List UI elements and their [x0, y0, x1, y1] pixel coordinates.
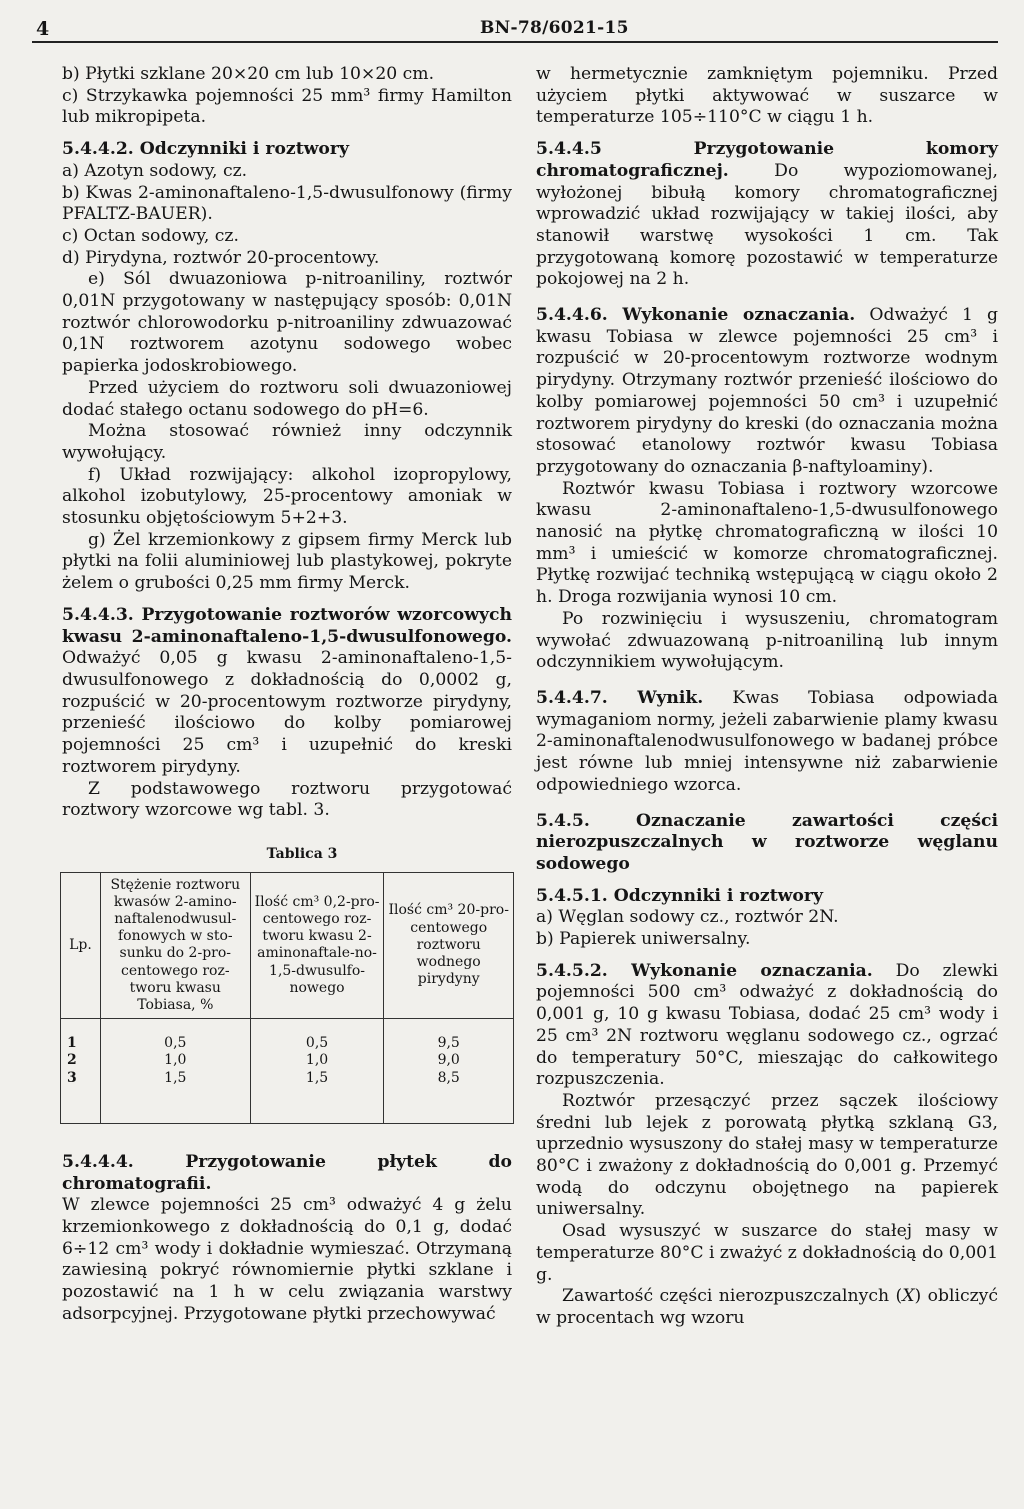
paragraph: Roztwór kwasu Tobiasa i roztwory wzorcowe kwasu 2-aminonaftaleno-1,5-dwusulfonowego nanosić na płytkę chromatograficzną w ilości 10 mm³ i umieścić w komorze chromatograficznej. Płytkę rozwijać techniką wstępującą w ciągu około 2 h. Droga rozwijania wynosi 10 cm.	[536, 478, 998, 608]
page-number: 4	[36, 18, 50, 40]
table-cell: 2	[61, 1052, 101, 1069]
paragraph: Przed użyciem do roztworu soli dwuazoniowej dodać stałego octanu sodowego do pH=6.	[62, 377, 512, 420]
section-heading: 5.4.4.3. Przygotowanie roztworów wzorcowych kwasu 2-aminonaftaleno-1,5-dwusulfonowego.	[62, 604, 512, 647]
table-cell: 3	[61, 1070, 101, 1124]
table-cell: 0,5	[250, 1019, 384, 1053]
paragraph: d) Pirydyna, roztwór 20-procentowy.	[62, 247, 380, 268]
header-rule	[32, 41, 998, 43]
paragraph: c) Octan sodowy, cz.	[62, 225, 239, 246]
paragraph	[536, 1286, 998, 1329]
paragraph-text: Do zlewki pojemności 500 cm³ odważyć z dokładnością do 0,001 g, 10 g kwasu Tobiasa, dodać 25 cm³ wody i 25 cm³ 2N roztworu węglanu sodowego cz., ogrzać do temperatury 50°C, mieszając do całkowitego rozpuszczenia.	[536, 960, 998, 1090]
table-cell: 1,0	[100, 1052, 250, 1069]
paragraph: g) Żel krzemionkowy z gipsem firmy Merck lub płytki na folii aluminiowej lub plastykowej, pokryte żelem o grubości 0,25 mm firmy Merck.	[62, 529, 512, 594]
right-column	[536, 64, 998, 1330]
paragraph: a) Azotyn sodowy, cz.	[62, 160, 248, 181]
table-3	[60, 872, 514, 1124]
paragraph-text: Do wypoziomowanej, wyłożonej bibułą komory chromatograficznej wprowadzić układ rozwijający w takiej ilości, aby stanowił warstwę wysokości 1 cm. Tak przygotowaną komorę pozostawić w temperaturze pokojowej na 2 h.	[536, 160, 998, 290]
table-cell: 1	[61, 1019, 101, 1053]
section-heading: 5.4.5.2. Wykonanie oznaczania.	[536, 960, 873, 981]
table-row	[61, 1019, 514, 1053]
paragraph: b) Płytki szklane 20×20 cm lub 10×20 cm.	[62, 64, 435, 84]
paragraph: Z podstawowego roztworu przygotować roztwory wzorcowe wg tabl. 3.	[62, 778, 512, 821]
document-code: BN-78/6021-15	[480, 18, 629, 38]
formula-variable: X	[902, 1286, 915, 1307]
paragraph	[536, 305, 998, 479]
table-cell: 8,5	[384, 1070, 514, 1124]
paragraph: Można stosować również inny odczynnik wywołujący.	[62, 421, 512, 463]
table-header-cell: Lp.	[61, 872, 101, 1019]
table-cell: 1,5	[250, 1070, 384, 1124]
paragraph	[536, 688, 998, 797]
paragraph: b) Kwas 2-aminonaftaleno-1,5-dwusulfonowy (firmy PFALTZ-BAUER).	[62, 182, 512, 225]
table-cell: 9,0	[384, 1052, 514, 1069]
left-column	[62, 64, 512, 1325]
table-row	[61, 1070, 514, 1124]
paragraph	[62, 605, 512, 779]
table-cell: 9,5	[384, 1019, 514, 1053]
section-heading: 5.4.4.4. Przygotowanie płytek do chromatografii.	[62, 1151, 512, 1194]
table-cell: 1,5	[100, 1070, 250, 1124]
table-cell: 0,5	[100, 1019, 250, 1053]
table-caption: Tablica 3	[266, 845, 338, 862]
table-header-cell: Ilość cm³ 20-pro-centowego roztworu wodnego pirydyny	[384, 872, 514, 1019]
table-row	[61, 1052, 514, 1069]
paragraph-text: Odważyć 1 g kwasu Tobiasa w zlewce pojemności 25 cm³ i rozpuścić w 20-procentowym roztworze wodnym pirydyny. Otrzymany roztwór przenieść ilościowo do kolby pomiarowej pojemności 50 cm³ i uzupełnić roztworem pirydyny do kreski (do oznaczania można stosować etanolowy roztwór kwasu Tobiasa przygotowany do oznaczania β-naftyloaminy).	[536, 305, 999, 477]
table-header-cell: Ilość cm³ 0,2-pro-centowego roz-tworu kwasu 2-aminonaftale-no-1,5-dwusulfo-nowego	[250, 872, 384, 1019]
paragraph-text: Kwas Tobiasa odpowiada wymaganiom normy, jeżeli zabarwienie plamy kwasu 2-aminonaftalenodwusulfonowego w badanej próbce jest równe lub mniej intensywne niż zabarwienie odpowiedniego wzorca.	[536, 687, 998, 795]
paragraph: w hermetycznie zamkniętym pojemniku. Przed użyciem płytki aktywować w suszarce w temperaturze 105÷110°C w ciągu 1 h.	[536, 64, 998, 128]
table-cell: 1,0	[250, 1052, 384, 1069]
section-heading: 5.4.4.6. Wykonanie oznaczania.	[536, 305, 856, 326]
section-heading: 5.4.5.1. Odczynniki i roztwory	[536, 885, 823, 906]
paragraph: f) Układ rozwijający: alkohol izopropylowy, alkohol izobutylowy, 25-procentowy amoniak w stosunku objętościowym 5+2+3.	[62, 464, 512, 529]
paragraph-text: Zawartość części nierozpuszczalnych (	[562, 1286, 903, 1307]
paragraph: Osad wysuszyć w suszarce do stałej masy w temperaturze 80°C i zważyć z dokładnością do 0,001 g.	[536, 1221, 998, 1285]
paragraph: Po rozwinięciu i wysuszeniu, chromatogram wywołać zdwuazowaną p-nitroaniliną lub innym odczynnikiem wywołującym.	[536, 608, 998, 673]
paragraph: c) Strzykawka pojemności 25 mm³ firmy Hamilton lub mikropipeta.	[62, 85, 512, 128]
table-header-row	[61, 872, 514, 1019]
paragraph: a) Węglan sodowy cz., roztwór 2N.	[536, 907, 839, 928]
paragraph: Roztwór przesączyć przez sączek ilościowy średni lub lejek z porowatą płytką szklaną G3, uprzednio wysuszony do stałej masy w temperaturze 80°C i zważony z dokładnością do 0,001 g. Przemyć wodą do odczynu obojętnego na papierek uniwersalny.	[536, 1090, 998, 1220]
paragraph: b) Papierek uniwersalny.	[536, 929, 751, 950]
section-heading: 5.4.5. Oznaczanie zawartości części nierozpuszczalnych w roztworze węglanu sodowego	[536, 810, 998, 874]
paragraph	[536, 961, 998, 1091]
paragraph	[536, 139, 998, 291]
section-heading: 5.4.4.5 Przygotowanie komory chromatograficznej.	[536, 139, 998, 181]
paragraph: e) Sól dwuazoniowa p-nitroaniliny, roztwór 0,01N przygotowany w następujący sposób: 0,01N roztwór chlorowodorku p-nitroaniliny zdwuazować 0,1N roztworem azotynu sodowego wobec papierka jodoskrobiowego.	[62, 269, 512, 377]
section-heading: 5.4.4.2. Odczynniki i roztwory	[62, 139, 349, 160]
table-header-cell: Stężenie roztworu kwasów 2-amino-naftalenodwusul-fonowych w sto-sunku do 2-pro-centowego roz-tworu kwasu Tobiasa, %	[100, 872, 250, 1019]
paragraph: W zlewce pojemności 25 cm³ odważyć 4 g żelu krzemionkowego z dokładnością do 0,1 g, dodać 6÷12 cm³ wody i dokładnie wymieszać. Otrzymaną zawiesiną pokryć równomiernie płytki szklane i pozostawić na 1 h w celu związania warstwy adsorpcyjnej. Przygotowane płytki przechowywać	[62, 1195, 512, 1324]
paragraph-text: ) obliczyć w procentach wg wzoru	[536, 1286, 998, 1328]
paragraph-text: Odważyć 0,05 g kwasu 2-aminonaftaleno-1,5-dwusulfonowego z dokładnością do 0,0002 g, rozpuścić w 20-procentowym roztworze pirydyny, przenieść ilościowo do kolby pomiarowej pojemności 25 cm³ i uzupełnić do kreski roztworem pirydyny.	[62, 648, 512, 777]
section-heading: 5.4.4.7. Wynik.	[536, 687, 704, 708]
